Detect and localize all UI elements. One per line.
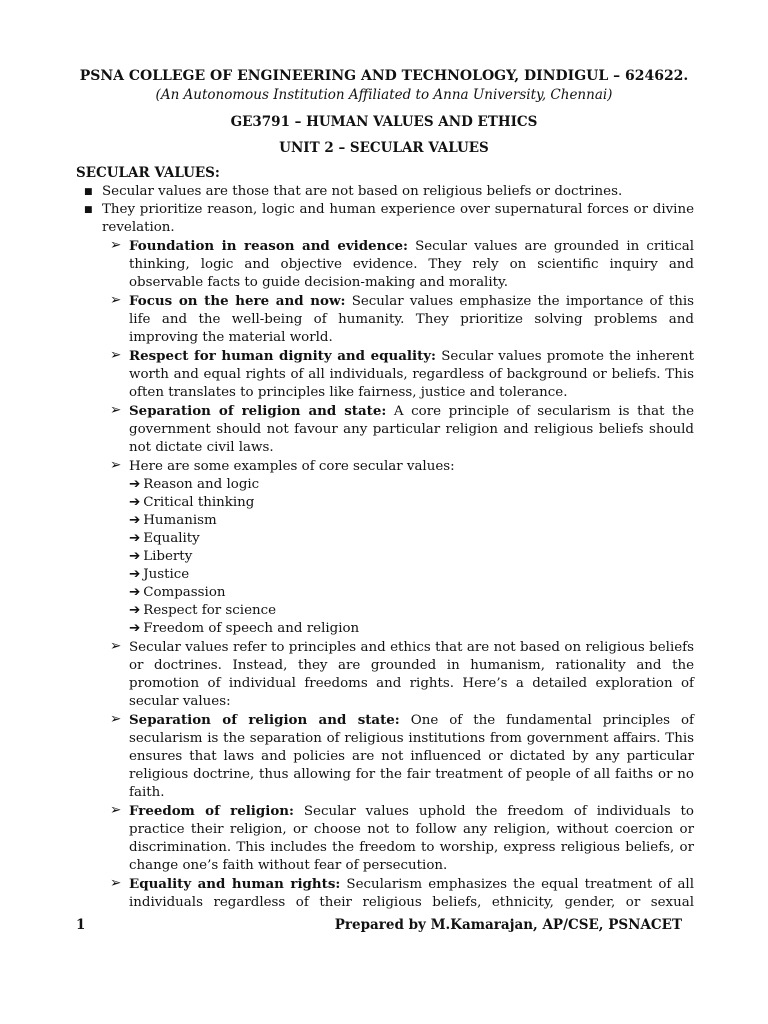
bullet-text: They prioritize reason, logic and human experience over supernatural forces or divine revelation. — [102, 202, 694, 235]
arrowhead-bullet-icon: ➢ — [110, 348, 122, 363]
example-item — [129, 548, 694, 566]
arrow-right-icon: ➔ — [129, 621, 141, 636]
arrow-right-icon: ➔ — [129, 567, 141, 582]
point-item — [110, 875, 694, 912]
arrowhead-bullet-icon: ➢ — [110, 403, 122, 418]
point-item — [110, 802, 694, 875]
point-item — [110, 237, 694, 292]
example-item — [129, 620, 694, 638]
arrow-right-icon: ➔ — [129, 603, 141, 618]
arrowhead-bullet-icon: ➢ — [110, 458, 122, 473]
arrowhead-bullet-icon: ➢ — [110, 876, 122, 891]
arrowhead-bullet-icon: ➢ — [110, 238, 122, 253]
arrow-right-icon: ➔ — [129, 495, 141, 510]
point-text: Secular values uphold the freedom of individuals to practice their religion, or choose not to follow any religion, without coercion or discrimination. This includes the freedom to worship, express religious beliefs, or change one’s faith without fear of persecution. — [129, 804, 694, 873]
arrowhead-bullet-icon: ➢ — [110, 712, 122, 727]
arrowhead-bullet-icon: ➢ — [110, 803, 122, 818]
point-item — [110, 402, 694, 457]
arrow-right-icon: ➔ — [129, 477, 141, 492]
example-item — [129, 494, 694, 512]
bullet-item — [76, 183, 694, 201]
example-text: Reason and logic — [143, 477, 260, 492]
point-text: Secular values promote the inherent worth and equal rights of all individuals, regardless of background or beliefs. This often translates to principles like fairness, justice and tolerance. — [129, 349, 694, 400]
point-title: Equality and human rights: — [129, 876, 341, 892]
example-text: Humanism — [143, 513, 217, 528]
prepared-by: Prepared by M.Kamarajan, AP/CSE, PSNACET — [334, 917, 682, 933]
page-number: 1 — [76, 917, 86, 933]
square-bullet-icon: ■ — [84, 187, 93, 197]
point-item — [110, 292, 694, 347]
example-item — [129, 530, 694, 548]
example-item — [129, 584, 694, 602]
arrow-right-icon: ➔ — [129, 585, 141, 600]
point-title: Freedom of religion: — [129, 803, 294, 819]
point-text: Secular values refer to principles and ethics that are not based on religious beliefs or doctrines. Instead, they are grounded in humanism, rationality and the promotion of individual freedoms and rights. Here’s a detailed exploration of secular values: — [129, 640, 694, 709]
example-item — [129, 602, 694, 620]
arrow-right-icon: ➔ — [129, 549, 141, 564]
point-title: Separation of religion and state: — [129, 712, 400, 728]
body-content — [76, 183, 694, 912]
affiliation-line: (An Autonomous Institution Affiliated to Anna University, Chennai) — [155, 87, 613, 103]
example-text: Justice — [143, 567, 190, 582]
point-text: Secular values emphasize the importance of this life and the well-being of humanity. They prioritize solving problems and improving the material world. — [129, 294, 694, 345]
point-text: A core principle of secularism is that the government should not favour any particular religion and religious beliefs should not dictate civil laws. — [129, 404, 694, 455]
point-item — [110, 711, 694, 802]
arrowhead-bullet-icon: ➢ — [110, 639, 122, 654]
point-text: Secular values are grounded in critical thinking, logic and objective evidence. They rely on scientific inquiry and observable facts to guide decision-making and morality. — [129, 239, 695, 290]
course-title: GE3791 – HUMAN VALUES AND ETHICS — [230, 114, 538, 130]
bullet-text: Secular values are those that are not based on religious beliefs or doctrines. — [102, 184, 623, 199]
example-text: Critical thinking — [143, 495, 255, 510]
point-item — [110, 638, 694, 711]
point-item — [110, 457, 694, 476]
example-item — [129, 476, 694, 494]
point-title: Respect for human dignity and equality: — [129, 348, 437, 364]
point-title: Focus on the here and now: — [129, 293, 346, 309]
example-text: Respect for science — [143, 603, 277, 618]
arrowhead-bullet-icon: ➢ — [110, 293, 122, 308]
bullet-item — [76, 201, 694, 237]
point-item — [110, 347, 694, 402]
example-text: Compassion — [143, 585, 226, 600]
square-bullet-icon: ■ — [84, 205, 93, 215]
point-text: Here are some examples of core secular values: — [129, 459, 455, 474]
arrow-right-icon: ➔ — [129, 513, 141, 528]
example-item — [129, 512, 694, 530]
arrow-right-icon: ➔ — [129, 531, 141, 546]
section-heading: SECULAR VALUES: — [76, 165, 220, 181]
point-text: Secularism emphasizes the equal treatment of all individuals regardless of their religious beliefs, ethnicity, gender, or sexual — [129, 877, 694, 910]
college-name: PSNA COLLEGE OF ENGINEERING AND TECHNOLOGY, DINDIGUL – 624622. — [79, 68, 689, 84]
point-title: Separation of religion and state: — [129, 403, 387, 419]
point-text: One of the fundamental principles of secularism is the separation of religious institutions from government affairs. This ensures that laws and policies are not influenced or dictated by any particular religious doctrine, thus allowing for the fair treatment of people of all faiths or no faith. — [129, 713, 695, 800]
example-text: Equality — [143, 531, 200, 546]
unit-title: UNIT 2 – SECULAR VALUES — [279, 140, 489, 156]
example-item — [129, 566, 694, 584]
example-text: Liberty — [143, 549, 193, 564]
example-text: Freedom of speech and religion — [143, 621, 360, 636]
point-title: Foundation in reason and evidence: — [129, 238, 408, 254]
